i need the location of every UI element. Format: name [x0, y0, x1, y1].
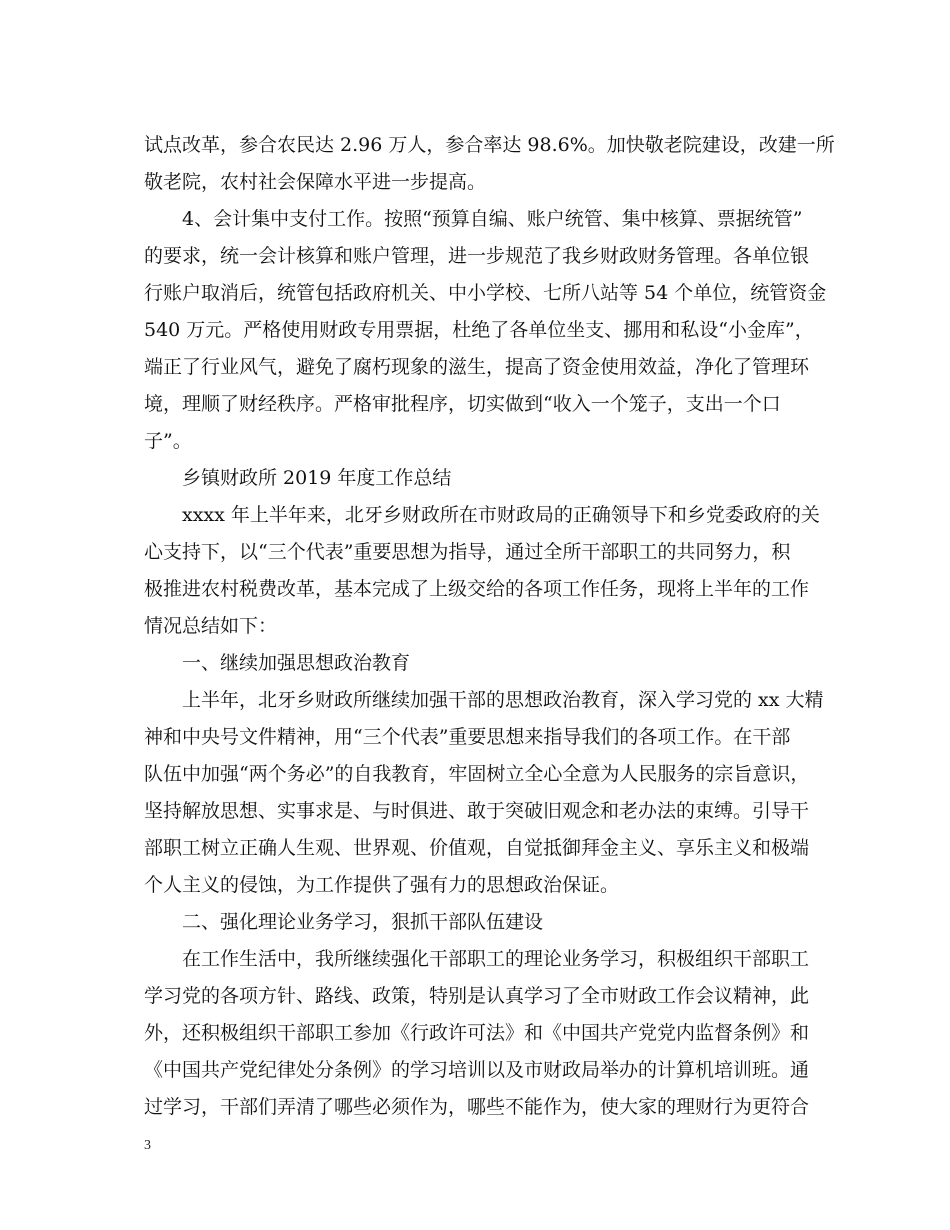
text-line: 在工作生活中，我所继续强化干部职工的理论业务学习，积极组织干部职工 — [144, 948, 810, 970]
text-line: xxxx 年上半年来，北牙乡财政所在市财政局的正确领导下和乡党委政府的关 — [144, 504, 820, 526]
text-line: 试点改革，参合农民达 2.96 万人，参合率达 98.6%。加快敬老院建设，改建一所 — [144, 134, 835, 156]
text-line: 4、会计集中支付工作。按照“预算自编、账户统管、集中核算、票据统管” — [144, 208, 803, 230]
text-line: 境，理顺了财经秩序。严格审批程序，切实做到“收入一个笼子，支出一个口 — [144, 393, 781, 415]
section-heading: 乡镇财政所 2019 年度工作总结 — [144, 467, 452, 489]
text-line: 坚持解放思想、实事求是、与时俱进、敢于突破旧观念和老办法的束缚。引导干 — [144, 800, 810, 822]
text-line: 540 万元。严格使用财政专用票据，杜绝了各单位坐支、挪用和私设“小金库”， — [144, 319, 814, 341]
text-line: 极推进农村税费改革，基本完成了上级交给的各项工作任务，现将上半年的工作 — [144, 578, 810, 600]
text-line: 队伍中加强“两个务必”的自我教育，牢固树立全心全意为人民服务的宗旨意识， — [144, 763, 810, 785]
text-line: 《中国共产党纪律处分条例》的学习培训以及市财政局举办的计算机培训班。通 — [144, 1059, 810, 1081]
text-line: 外，还积极组织干部职工参加《行政许可法》和《中国共产党党内监督条例》和 — [144, 1022, 810, 1044]
section-heading: 一、继续加强思想政治教育 — [144, 652, 411, 674]
page-number: 3 — [144, 1138, 151, 1153]
text-line: 个人主义的侵蚀，为工作提供了强有力的思想政治保证。 — [144, 874, 620, 896]
text-line: 部职工树立正确人生观、世界观、价值观，自觉抵御拜金主义、享乐主义和极端 — [144, 837, 810, 859]
text-line: 的要求，统一会计核算和账户管理，进一步规范了我乡财政财务管理。各单位银 — [144, 245, 810, 267]
text-line: 行账户取消后，统管包括政府机关、中小学校、七所八站等 54 个单位，统管资金 — [144, 282, 827, 304]
text-line: 上半年，北牙乡财政所继续加强干部的思想政治教育，深入学习党的 xx 大精 — [144, 689, 824, 711]
text-line: 学习党的各项方针、路线、政策，特别是认真学习了全市财政工作会议精神，此 — [144, 985, 810, 1007]
section-heading: 二、强化理论业务学习，狠抓干部队伍建设 — [144, 911, 544, 933]
text-line: 神和中央号文件精神，用“三个代表”重要思想来指导我们的各项工作。在干部 — [144, 726, 791, 748]
text-line: 心支持下，以“三个代表”重要思想为指导，通过全所干部职工的共同努力，积 — [144, 541, 791, 563]
text-line: 过学习，干部们弄清了哪些必须作为，哪些不能作为，使大家的理财行为更符合 — [144, 1096, 810, 1118]
text-line: 子”。 — [144, 430, 192, 452]
text-line: 情况总结如下： — [144, 615, 278, 637]
text-line: 端正了行业风气，避免了腐朽现象的滋生，提高了资金使用效益，净化了管理环 — [144, 356, 810, 378]
text-line: 敬老院，农村社会保障水平进一步提高。 — [144, 171, 487, 193]
